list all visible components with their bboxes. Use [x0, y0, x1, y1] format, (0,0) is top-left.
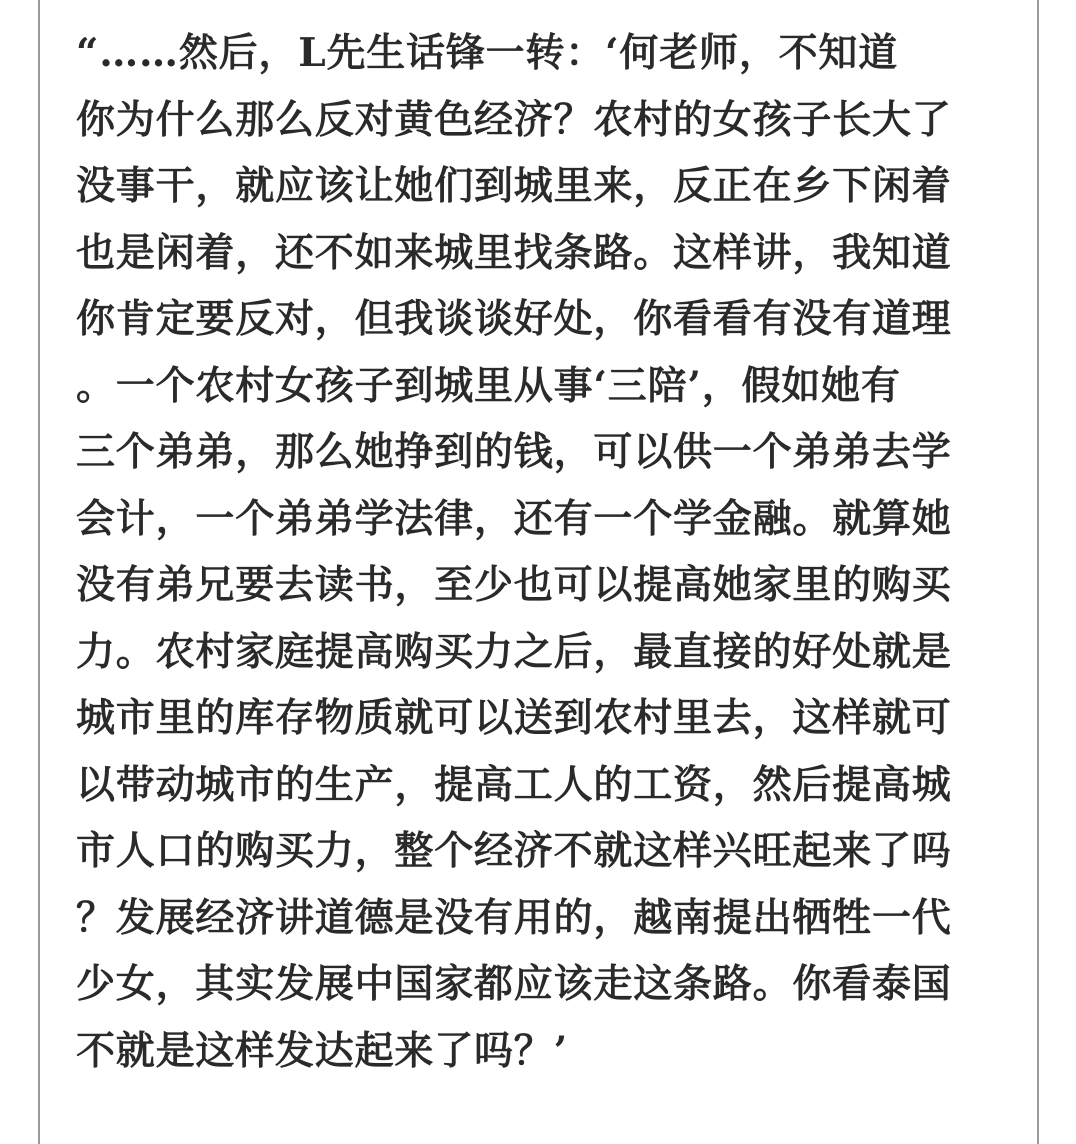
text-line: “……然后，L先生话锋一转：‘何老师，不知道 [76, 30, 899, 76]
text-line: ？发展经济讲道德是没有用的，越南提出牺牲一代 [76, 894, 952, 941]
text-line: 三个弟弟，那么她挣到的钱，可以供一个弟弟去学 [76, 429, 952, 475]
page-border-right [1037, 0, 1039, 1144]
document-page [76, 20, 1036, 1084]
text-line: 没事干，就应该让她们到城里来，反正在乡下闲着 [76, 163, 952, 209]
text-line: 力。农村家庭提高购买力之后，最直接的好处就是 [76, 628, 952, 675]
text-line: 城市里的库存物质就可以送到农村里去，这样就可 [76, 695, 952, 741]
text-line: 不就是这样发达起来了吗？’ [76, 1027, 568, 1074]
page-border-left [38, 0, 40, 1144]
text-line: 少女，其实发展中国家都应该走这条路。你看泰国 [76, 961, 952, 1007]
text-line: 你肯定要反对，但我谈谈好处，你看看有没有道理 [76, 296, 952, 342]
text-line: 。一个农村女孩子到城里从事‘三陪’，假如她有 [76, 362, 901, 409]
text-line: 市人口的购买力，整个经济不就这样兴旺起来了吗 [76, 828, 952, 874]
text-line: 你为什么那么反对黄色经济？农村的女孩子长大了 [76, 96, 952, 143]
text-line: 没有弟兄要去读书，至少也可以提高她家里的购买 [76, 562, 952, 608]
text-line: 以带动城市的生产，提高工人的工资，然后提高城 [76, 761, 952, 808]
text-line: 也是闲着，还不如来城里找条路。这样讲，我知道 [76, 229, 952, 276]
text-line: 会计，一个弟弟学法律，还有一个学金融。就算她 [76, 495, 952, 542]
